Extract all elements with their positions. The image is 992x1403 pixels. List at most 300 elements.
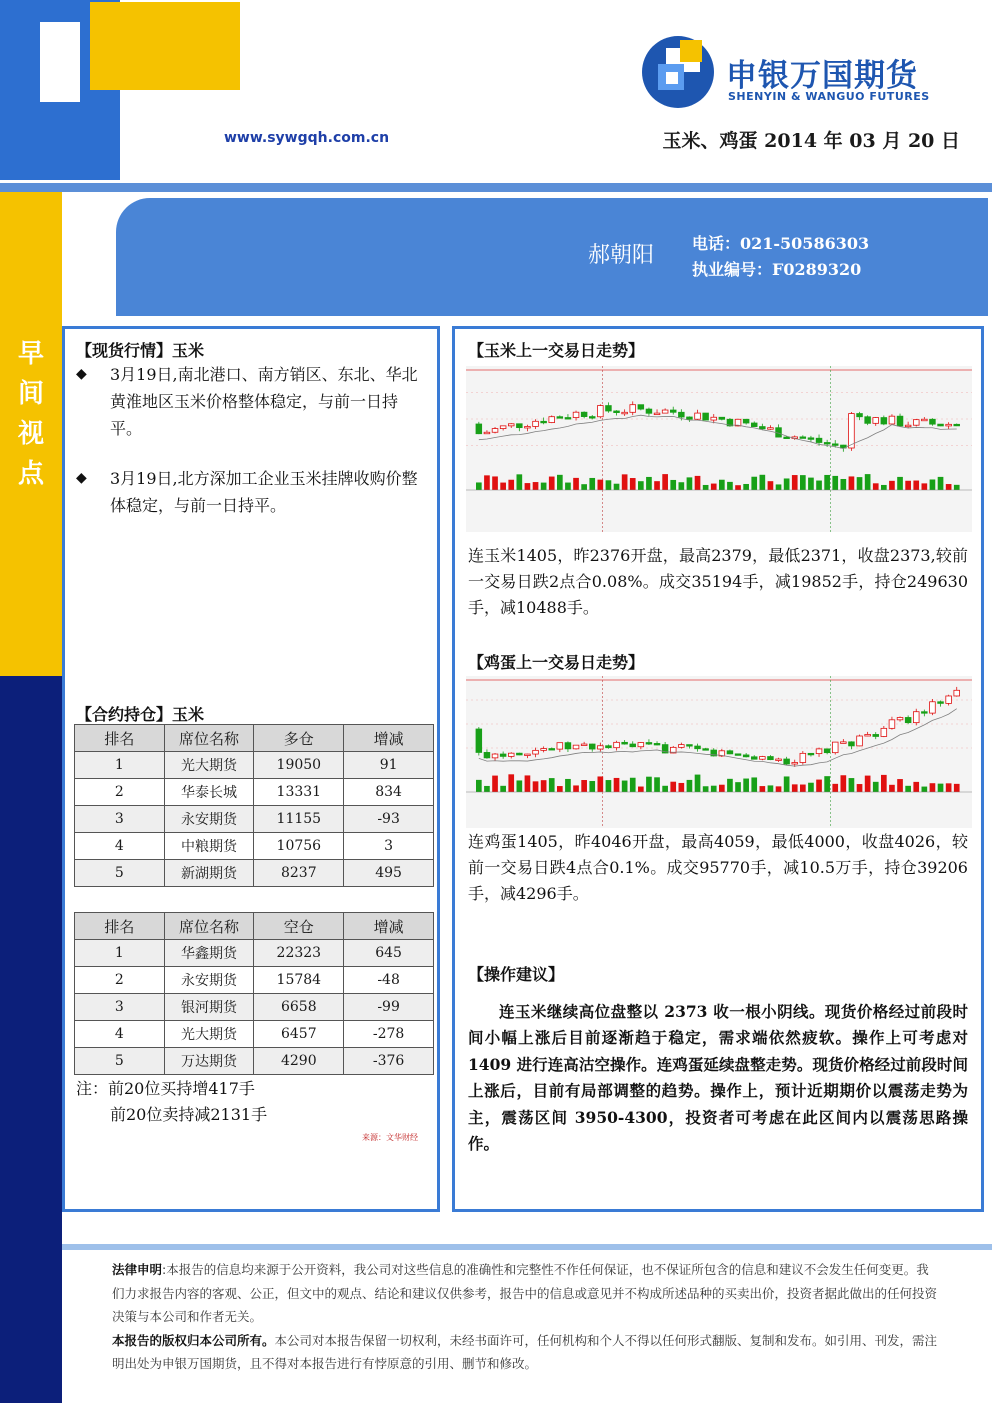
table-cell: 91 xyxy=(344,752,434,779)
volume-bar xyxy=(679,783,685,792)
volume-bar xyxy=(508,480,514,490)
volume-bar xyxy=(670,480,676,490)
header-divider xyxy=(0,183,992,192)
volume-bar xyxy=(727,482,733,490)
candle-body xyxy=(476,424,482,434)
volume-bar xyxy=(695,476,701,490)
volume-bar xyxy=(735,485,741,490)
table-row xyxy=(75,833,434,860)
candle-body xyxy=(549,749,555,751)
candle-body xyxy=(913,420,919,426)
candle-body xyxy=(824,442,830,444)
volume-bar xyxy=(533,482,539,490)
volume-bar xyxy=(824,776,830,792)
volume-bar xyxy=(500,786,506,792)
volume-bar xyxy=(760,786,766,792)
candle-body xyxy=(565,418,571,420)
table-cell: 15784 xyxy=(254,967,344,994)
volume-bar xyxy=(565,779,571,792)
volume-bar xyxy=(654,777,660,792)
candle-body xyxy=(897,717,903,719)
table-cell: 新湖期货 xyxy=(164,860,254,887)
candle-body xyxy=(776,759,782,761)
candle-body xyxy=(517,753,523,755)
table-cell: 22323 xyxy=(254,940,344,967)
spot-bullet-text: 3月19日,北方深加工企业玉米挂牌收购价整体稳定，与前一日持平。 xyxy=(110,469,418,515)
candle-body xyxy=(508,424,514,426)
candle-body xyxy=(865,734,871,736)
volume-bar xyxy=(581,780,587,792)
volume-bar xyxy=(573,785,579,792)
volume-bar xyxy=(687,780,693,792)
volume-bar xyxy=(638,787,644,792)
volume-bar xyxy=(492,776,498,792)
advice-title: 【操作建议】 xyxy=(468,965,565,984)
spot-bullet-1 xyxy=(76,361,428,442)
candle-body xyxy=(751,757,757,759)
volume-bar xyxy=(954,784,960,792)
volume-bar xyxy=(541,780,547,792)
volume-bar xyxy=(743,484,749,490)
logo-english-name: SHENYIN & WANGUO FUTURES xyxy=(728,90,930,103)
volume-bar xyxy=(711,484,717,490)
candle-body xyxy=(703,749,709,751)
volume-bar xyxy=(751,777,757,792)
candle-body xyxy=(500,426,506,429)
table-row xyxy=(75,1048,434,1075)
sidebar-blue-band xyxy=(0,676,62,1403)
table-cell: 4290 xyxy=(254,1048,344,1075)
candle-body xyxy=(679,745,685,748)
candle-body xyxy=(484,432,490,434)
table-cell: 3 xyxy=(344,833,434,860)
candle-body xyxy=(922,712,928,714)
table-row xyxy=(75,806,434,833)
egg-summary: 连鸡蛋1405，昨4046开盘，最高4059，最低4000，收盘4026，较前一交易日跌4点合0.1%。成交95770手，减10.5万手，持仓39206手，减4296手。 xyxy=(468,832,968,903)
table-cell: 495 xyxy=(344,860,434,887)
candle-body xyxy=(873,418,879,424)
candle-body xyxy=(598,406,604,417)
volume-bar xyxy=(695,775,701,792)
volume-bar xyxy=(614,778,620,792)
candle-body xyxy=(703,413,709,420)
author-name: 郝朝阳 xyxy=(588,243,655,268)
column-header: 排名 xyxy=(75,725,165,752)
candle-body xyxy=(719,417,725,419)
table-cell: 19050 xyxy=(254,752,344,779)
candle-body xyxy=(857,414,863,417)
volume-bar xyxy=(897,477,903,490)
table-cell: -99 xyxy=(344,994,434,1021)
volume-bar xyxy=(646,777,652,792)
volume-bar xyxy=(768,785,774,792)
candle-body xyxy=(784,759,790,764)
legal-label: 法律申明 xyxy=(112,1262,163,1277)
volume-bar xyxy=(654,481,660,490)
volume-bar xyxy=(776,786,782,792)
candle-body xyxy=(930,702,936,713)
candle-body xyxy=(816,749,822,754)
volume-bar xyxy=(841,775,847,792)
candle-body xyxy=(557,743,563,749)
volume-bar xyxy=(938,784,944,792)
candle-body xyxy=(492,754,498,758)
table-cell: -48 xyxy=(344,967,434,994)
table-cell: 永安期货 xyxy=(164,806,254,833)
candle-body xyxy=(865,417,871,424)
candle-body xyxy=(711,417,717,420)
table-cell: 中粮期货 xyxy=(164,833,254,860)
report-title: 玉米、鸡蛋 2014 年 03 月 20 日 xyxy=(662,130,960,152)
volume-bar xyxy=(881,775,887,792)
table-cell: 1 xyxy=(75,752,165,779)
volume-bar xyxy=(841,479,847,490)
candle-body xyxy=(800,753,806,762)
volume-bar xyxy=(573,478,579,490)
candle-body xyxy=(897,416,903,426)
candle-body xyxy=(905,717,911,722)
volume-bar xyxy=(646,477,652,490)
candle-body xyxy=(889,416,895,424)
volume-bar xyxy=(849,476,855,490)
volume-bar xyxy=(889,785,895,792)
candle-body xyxy=(849,414,855,448)
volume-bar xyxy=(800,475,806,490)
candle-body xyxy=(695,746,701,749)
table-header-row xyxy=(75,725,434,752)
volume-bar xyxy=(614,484,620,490)
table-row xyxy=(75,752,434,779)
table-cell: 8237 xyxy=(254,860,344,887)
candle-body xyxy=(533,421,539,426)
volume-bar xyxy=(865,474,871,490)
corn-summary: 连玉米1405，昨2376开盘，最高2379，最低2371，收盘2373,较前一交易日跌2点合0.08%。成交35194手，减19852手，持仓249630手，减10488手。 xyxy=(468,546,968,617)
volume-bar xyxy=(913,782,919,792)
candle-body xyxy=(735,754,741,756)
candle-body xyxy=(638,405,644,409)
table-row xyxy=(75,779,434,806)
volume-bar xyxy=(630,478,636,490)
volume-bar xyxy=(930,783,936,792)
volume-bar xyxy=(865,776,871,792)
candle-body xyxy=(954,690,960,696)
column-header: 席位名称 xyxy=(164,725,254,752)
volume-bar xyxy=(517,474,523,490)
table-cell: 3 xyxy=(75,994,165,1021)
candle-body xyxy=(954,424,960,426)
candle-body xyxy=(541,749,547,751)
corn-trend-title: 【玉米上一交易日走势】 xyxy=(468,341,645,360)
volume-bar xyxy=(581,484,587,490)
volume-bar xyxy=(492,476,498,490)
candle-body xyxy=(873,734,879,736)
candle-body xyxy=(857,736,863,746)
table-cell: 6658 xyxy=(254,994,344,1021)
candle-body xyxy=(695,413,701,419)
candle-body xyxy=(565,743,571,749)
candle-body xyxy=(654,743,660,745)
candle-body xyxy=(549,417,555,423)
header-decoration-yellow xyxy=(90,2,240,90)
volume-bar xyxy=(662,474,668,490)
volume-bar xyxy=(881,485,887,490)
header-decoration-white xyxy=(40,22,80,102)
volume-bar xyxy=(954,485,960,490)
diamond-bullet-icon: ◆ xyxy=(76,366,87,382)
volume-bar xyxy=(727,779,733,792)
candle-body xyxy=(500,754,506,756)
advice-text: 连玉米继续高位盘整以 2373 收一根小阴线。现货价格经过前段时间小幅上涨后目前逐渐趋于稳定，需求端依然疲软。操作上可考虑对 1409 进行连高沽空操作。连鸡蛋延续盘整走势。现货价格经过前段时间上涨后，目前有局部调整的趋势。操作上，预计近期期价以震荡走势为主，震荡区间 3950-4300，投资者可考虑在此区间内以震荡思路操作。 xyxy=(468,1002,968,1154)
candle-body xyxy=(614,411,620,413)
volume-bar xyxy=(784,776,790,792)
volume-bar xyxy=(565,483,571,490)
candle-body xyxy=(484,752,490,757)
candle-body xyxy=(525,426,531,428)
diamond-bullet-icon: ◆ xyxy=(76,470,87,486)
volume-bar xyxy=(484,786,490,792)
volume-bar xyxy=(808,478,814,490)
candle-body xyxy=(687,417,693,419)
egg-trend-title: 【鸡蛋上一交易日走势】 xyxy=(468,653,645,672)
company-logo xyxy=(640,30,940,110)
table-row xyxy=(75,1021,434,1048)
candle-body xyxy=(792,763,798,765)
volume-bar xyxy=(800,785,806,792)
candle-body xyxy=(930,419,936,424)
candle-body xyxy=(841,742,847,744)
candle-body xyxy=(581,744,587,746)
table-cell: 4 xyxy=(75,833,165,860)
table-row xyxy=(75,860,434,887)
table-cell: 645 xyxy=(344,940,434,967)
volume-bar xyxy=(889,481,895,490)
volume-bar xyxy=(792,475,798,490)
volume-bar xyxy=(922,787,928,792)
candle-body xyxy=(598,746,604,749)
candle-body xyxy=(913,712,919,723)
candle-body xyxy=(589,744,595,749)
candle-body xyxy=(508,753,514,756)
volume-bar xyxy=(792,784,798,792)
volume-bar xyxy=(476,780,482,792)
candle-body xyxy=(768,428,774,430)
candle-body xyxy=(646,743,652,745)
table-cell: 永安期货 xyxy=(164,967,254,994)
author-phone: 电话：021-50586303 xyxy=(692,234,870,253)
candle-body xyxy=(808,438,814,440)
volume-bar xyxy=(735,782,741,792)
footer-divider xyxy=(62,1244,992,1250)
table-cell: 834 xyxy=(344,779,434,806)
volume-bar xyxy=(816,481,822,490)
volume-bar xyxy=(549,778,555,792)
volume-bar xyxy=(711,786,717,792)
volume-bar xyxy=(760,475,766,490)
candle-body xyxy=(525,754,531,756)
candle-body xyxy=(760,427,766,429)
volume-bar xyxy=(589,478,595,490)
volume-bar xyxy=(930,479,936,490)
candle-body xyxy=(743,419,749,423)
volume-bar xyxy=(557,786,563,792)
volume-bar xyxy=(598,776,604,792)
volume-bar xyxy=(873,782,879,792)
candle-body xyxy=(946,696,952,703)
volume-bar xyxy=(832,784,838,792)
volume-bar xyxy=(679,482,685,490)
volume-bar xyxy=(484,475,490,490)
candle-body xyxy=(589,417,595,419)
candle-body xyxy=(938,702,944,704)
volume-bar xyxy=(517,780,523,792)
short-positions-table xyxy=(74,912,434,1075)
table-cell: 3 xyxy=(75,806,165,833)
volume-bar xyxy=(541,483,547,490)
volume-bar xyxy=(630,778,636,792)
candle-body xyxy=(889,720,895,729)
table-cell: 银河期货 xyxy=(164,994,254,1021)
table-cell: 万达期货 xyxy=(164,1048,254,1075)
candle-body xyxy=(905,425,911,427)
volume-bar xyxy=(946,783,952,792)
copyright-text: 本公司对本报告保留一切权利，未经书面许可，任何机构和个人不得以任何形式翻版、复制和发布。如引用、刊发，需注明出处为申银万国期货，且不得对本报告进行有悖原意的引用、删节和修改。 xyxy=(112,1332,938,1371)
volume-bar xyxy=(873,483,879,490)
volume-bar xyxy=(525,483,531,490)
table-row xyxy=(75,994,434,1021)
table-cell: 5 xyxy=(75,860,165,887)
volume-bar xyxy=(719,785,725,792)
spot-market-title: 【现货行情】玉米 xyxy=(76,341,205,360)
table-cell: -278 xyxy=(344,1021,434,1048)
volume-bar xyxy=(849,778,855,792)
candle-body xyxy=(638,743,644,747)
candle-body xyxy=(630,744,636,747)
candle-body xyxy=(922,419,928,421)
candle-body xyxy=(679,412,685,417)
volume-bar xyxy=(824,475,830,490)
volume-bar xyxy=(784,478,790,490)
candle-body xyxy=(727,751,733,754)
volume-bar xyxy=(768,481,774,490)
volume-bar xyxy=(622,781,628,792)
table-cell: 2 xyxy=(75,967,165,994)
candle-body xyxy=(824,749,830,753)
volume-bar xyxy=(719,480,725,490)
egg-candlestick-chart xyxy=(466,676,972,828)
volume-bar xyxy=(938,477,944,490)
candle-body xyxy=(946,424,952,426)
candle-body xyxy=(492,429,498,433)
volume-bar xyxy=(913,481,919,490)
column-header: 空仓 xyxy=(254,913,344,940)
table-row xyxy=(75,967,434,994)
author-license: 执业编号：F0289320 xyxy=(692,260,862,279)
candle-body xyxy=(800,437,806,439)
candle-body xyxy=(630,405,636,413)
candle-body xyxy=(768,757,774,760)
column-header: 席位名称 xyxy=(164,913,254,940)
table-cell: 11155 xyxy=(254,806,344,833)
volume-bar xyxy=(606,780,612,792)
website-link[interactable]: www.sywgqh.com.cn xyxy=(224,130,390,146)
candle-body xyxy=(938,424,944,426)
volume-bar xyxy=(589,781,595,792)
table-cell: 10756 xyxy=(254,833,344,860)
volume-bar xyxy=(905,786,911,792)
chart-background xyxy=(466,366,972,532)
position-note-buy: 注：前20位买持增417手 xyxy=(76,1079,255,1098)
table-cell: -93 xyxy=(344,806,434,833)
table-cell: 6457 xyxy=(254,1021,344,1048)
candle-body xyxy=(606,746,612,748)
candle-body xyxy=(881,418,887,424)
table-header-row xyxy=(75,913,434,940)
candle-body xyxy=(557,417,563,419)
position-note-sell: 前20位卖持减2131手 xyxy=(110,1105,268,1124)
copyright-label: 本报告的版权归本公司所有。 xyxy=(112,1332,275,1348)
candle-body xyxy=(743,755,749,757)
candle-body xyxy=(849,742,855,746)
table-cell: 1 xyxy=(75,940,165,967)
spot-bullet-2 xyxy=(76,465,428,519)
candle-body xyxy=(646,409,652,413)
candle-body xyxy=(573,745,579,749)
candle-body xyxy=(581,412,587,416)
volume-bar xyxy=(703,786,709,792)
volume-bar xyxy=(703,485,709,490)
candle-body xyxy=(687,745,693,747)
volume-bar xyxy=(808,783,814,792)
data-source: 来源：文华财经 xyxy=(362,1133,418,1142)
logo-mark-icon xyxy=(640,34,716,110)
volume-bar xyxy=(751,477,757,490)
volume-bar xyxy=(598,480,604,490)
long-positions-table xyxy=(74,724,434,887)
volume-bar xyxy=(670,782,676,792)
table-cell: 5 xyxy=(75,1048,165,1075)
candle-body xyxy=(751,423,757,427)
volume-bar xyxy=(897,779,903,792)
volume-bar xyxy=(476,482,482,490)
volume-bar xyxy=(857,477,863,490)
volume-bar xyxy=(508,774,514,792)
candle-body xyxy=(541,421,547,423)
candle-body xyxy=(670,410,676,412)
volume-bar xyxy=(922,483,928,490)
table-cell: -376 xyxy=(344,1048,434,1075)
column-header: 增减 xyxy=(344,725,434,752)
logo-chinese-name: 申银万国期货 xyxy=(726,58,918,94)
table-cell: 华鑫期货 xyxy=(164,940,254,967)
table-row xyxy=(75,940,434,967)
volume-bar xyxy=(533,781,539,792)
volume-bar xyxy=(662,786,668,792)
candle-body xyxy=(832,742,838,753)
legal-text: :本报告的信息均来源于公开资料，我公司对这些信息的准确性和完整性不作任何保证，也不保证所包含的信息和建议不会发生任何变更。我们力求报告内容的客观、公正，但文中的观点、结论和建议仅供参考，报告中的信息或意见并不构成所述品种的买卖出价，投资者据此做出的任何投资决策与本公司和作者无关。 xyxy=(112,1262,938,1324)
volume-bar xyxy=(743,779,749,792)
volume-bar xyxy=(857,784,863,792)
candle-body xyxy=(517,424,523,428)
disclaimer xyxy=(112,1258,938,1376)
candle-body xyxy=(881,728,887,736)
volume-bar xyxy=(816,780,822,792)
column-header: 排名 xyxy=(75,913,165,940)
spot-bullet-text: 3月19日,南北港口、南方销区、东北、华北黄淮地区玉米价格整体稳定，与前一日持平。 xyxy=(110,365,418,438)
candle-body xyxy=(573,412,579,417)
volume-bar xyxy=(638,481,644,490)
volume-bar xyxy=(687,477,693,490)
candle-body xyxy=(622,412,628,414)
